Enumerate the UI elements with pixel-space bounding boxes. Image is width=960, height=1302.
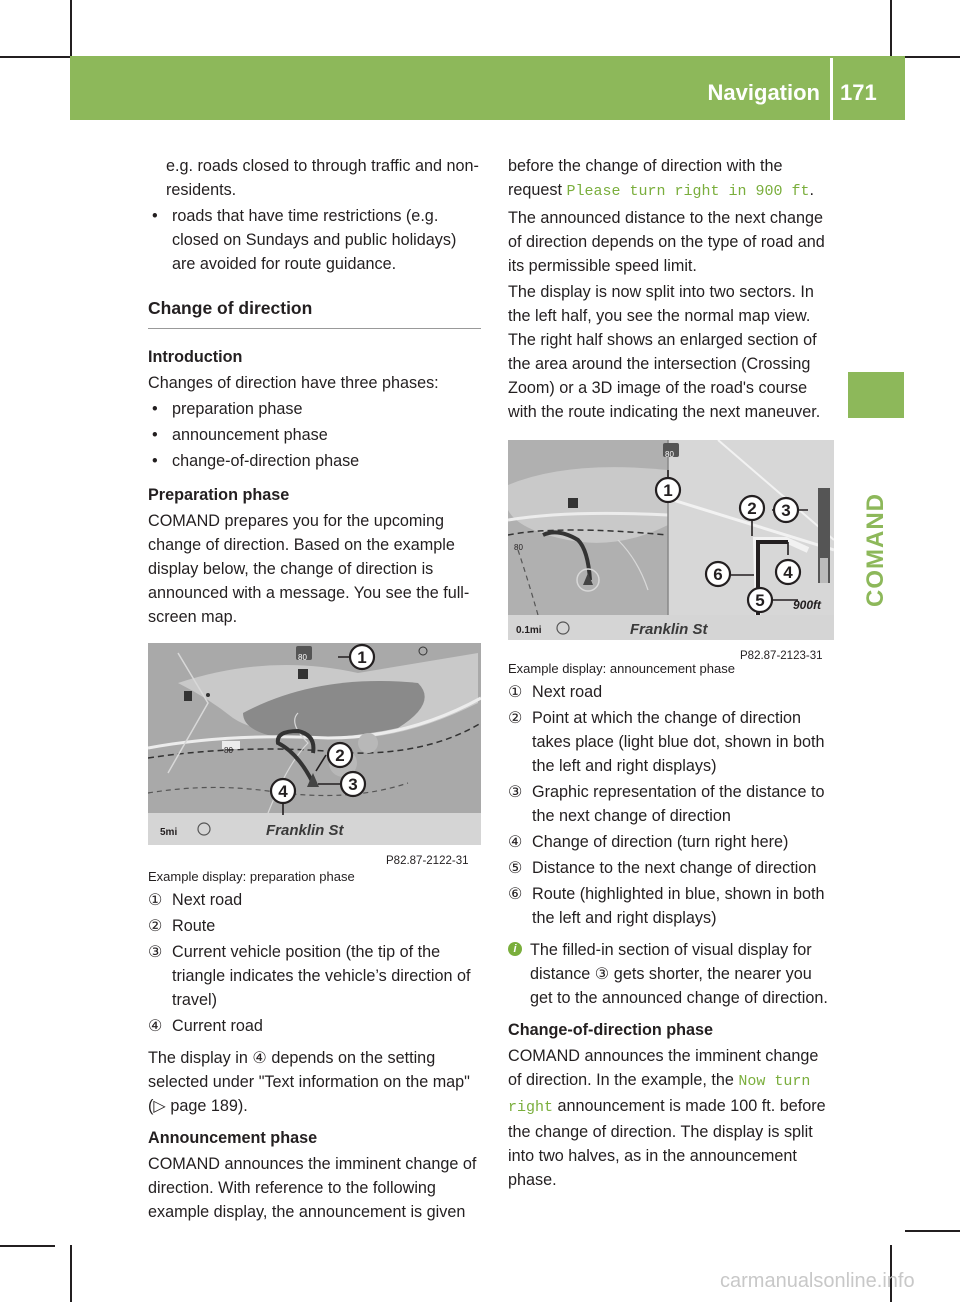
left-column xyxy=(148,154,481,1226)
legend-item xyxy=(148,1014,481,1038)
legend-number: ③ xyxy=(508,783,523,801)
voice-message: Please turn right in 900 ft xyxy=(566,183,810,200)
section-heading: Change of direction xyxy=(148,296,481,329)
sub-heading: Introduction xyxy=(148,348,243,366)
legend-text: Route (highlighted in blue, shown in both the left and right displays) xyxy=(532,885,825,927)
legend-number: ② xyxy=(148,917,163,935)
chapter-label: COMAND xyxy=(862,493,889,607)
figure-code: P82.87-2122-31 xyxy=(386,855,469,867)
legend-reference: ④ xyxy=(252,1049,267,1067)
crop-mark xyxy=(905,56,960,58)
svg-text:2: 2 xyxy=(335,746,345,765)
svg-text:4: 4 xyxy=(783,563,793,582)
paragraph: e.g. roads closed to through traffic and non-residents. xyxy=(166,157,479,199)
legend-text: Next road xyxy=(172,891,243,909)
legend-text: Point at which the change of direction takes place (light blue dot, shown in both the left and right displays) xyxy=(532,709,825,775)
svg-text:1: 1 xyxy=(663,481,673,500)
legend-text: Next road xyxy=(532,683,603,701)
map-scale: 0.1mi xyxy=(516,625,542,636)
svg-text:6: 6 xyxy=(713,565,723,584)
map-shield: 80 xyxy=(665,450,674,459)
map-shield: 80 xyxy=(224,746,233,755)
section-title: Navigation xyxy=(707,80,820,105)
legend-item xyxy=(508,680,834,704)
page-number: 171 xyxy=(840,80,877,105)
legend-text: Route xyxy=(172,917,216,935)
crop-mark xyxy=(0,56,70,58)
legend-text: Change of direction (turn right here) xyxy=(532,833,789,851)
legend-item xyxy=(508,830,834,854)
crop-mark xyxy=(890,0,892,56)
legend-text: Graphic representation of the distance to the next change of direction xyxy=(532,783,825,825)
legend-number: ④ xyxy=(508,833,523,851)
legend-number: ① xyxy=(148,891,163,909)
map-shield: 80 xyxy=(298,653,307,662)
legend-item xyxy=(508,706,834,778)
legend-text: Distance to the next change of direction xyxy=(532,859,817,877)
crop-mark xyxy=(905,1230,960,1232)
header-separator xyxy=(830,58,833,120)
paragraph: The announced distance to the next change of direction depends on the type of road and its permissible speed limit. xyxy=(508,209,825,275)
legend-number: ④ xyxy=(148,1017,163,1035)
figure-caption: Example display: announcement phase xyxy=(508,661,735,676)
svg-text:3: 3 xyxy=(781,501,791,520)
info-note: i The filled-in section of visual display for distance ③ gets shorter, the nearer you get to the announced change of direction. xyxy=(508,938,834,1010)
bullet-item: • preparation phase xyxy=(148,397,481,421)
paragraph: before the change of direction with the request Please turn right in 900 ft. xyxy=(508,157,815,200)
svg-text:2: 2 xyxy=(747,499,757,518)
legend-item xyxy=(508,856,834,880)
map-street-name: Franklin St xyxy=(266,822,344,839)
chapter-tab xyxy=(848,372,904,418)
legend-item xyxy=(148,940,481,1012)
paragraph: The display in ④ depends on the setting selected under "Text information on the map" (▷ page 189). xyxy=(148,1049,470,1115)
paragraph: COMAND announces the imminent change of direction. With reference to the following example display, the announcement is given xyxy=(148,1155,477,1221)
legend-item xyxy=(148,888,481,912)
page-ref-arrow: ▷ xyxy=(153,1097,166,1115)
legend-number: ① xyxy=(508,683,523,701)
legend-number: ③ xyxy=(148,943,163,961)
svg-text:5: 5 xyxy=(755,591,765,610)
svg-text:4: 4 xyxy=(278,782,288,801)
paragraph: COMAND announces the imminent change of direction. In the example, the Now turn right announcement is made 100 ft. before the change of direction. The display is split into two halves, as in the announcement phase. xyxy=(508,1047,826,1189)
paragraph: COMAND prepares you for the upcoming change of direction. Based on the example display below, the change of direction is announced with a message. You see the full-screen map. xyxy=(148,512,470,626)
legend-item xyxy=(508,882,834,930)
paragraph: Changes of direction have three phases: xyxy=(148,374,439,392)
map-scale: 5mi xyxy=(160,827,178,838)
legend-text: Current road xyxy=(172,1017,263,1035)
sub-heading: Change-of-direction phase xyxy=(508,1021,714,1039)
map-shield: 80 xyxy=(514,543,523,552)
legend-reference: ③ xyxy=(594,965,610,983)
paragraph: The display is now split into two sectors. In the left half, you see the normal map view. The right half shows an enlarged section of the area around the intersection (Crossing Zoom) or a 3D image of the road's course with the route indicating the next maneuver. xyxy=(508,283,821,421)
voice-message: Now turn right xyxy=(508,1073,811,1116)
figure-code: P82.87-2123-31 xyxy=(740,650,823,662)
map-figure-preparation xyxy=(148,643,481,868)
crop-mark xyxy=(0,1245,55,1247)
map-figure-announcement xyxy=(508,440,834,660)
sub-heading: Announcement phase xyxy=(148,1129,318,1147)
page-reference[interactable]: page 189). xyxy=(165,1097,248,1115)
map-street-name: Franklin St xyxy=(630,621,708,638)
info-icon: i xyxy=(508,942,522,956)
sub-heading: Preparation phase xyxy=(148,486,290,504)
watermark: carmanualsonline.info xyxy=(720,1270,915,1292)
legend-number: ⑥ xyxy=(508,885,523,903)
legend-item xyxy=(148,914,481,938)
svg-text:3: 3 xyxy=(348,775,358,794)
figure-caption: Example display: preparation phase xyxy=(148,869,355,884)
bullet-item: • announcement phase xyxy=(148,423,481,447)
legend-number: ⑤ xyxy=(508,859,523,877)
bullet-item: • change-of-direction phase xyxy=(148,449,481,473)
crop-mark xyxy=(70,1245,72,1302)
crop-mark xyxy=(70,0,72,56)
svg-text:1: 1 xyxy=(357,648,367,667)
legend-item xyxy=(508,780,834,828)
legend-text: Current vehicle position (the tip of the triangle indicates the vehicle’s direction of travel) xyxy=(172,943,471,1009)
bullet-item: • roads that have time restrictions (e.g. closed on Sundays and public holidays) are avoided for route guidance. xyxy=(148,204,481,276)
legend-number: ② xyxy=(508,709,523,727)
distance-readout: 900ft xyxy=(793,598,822,612)
right-column xyxy=(508,154,834,1194)
